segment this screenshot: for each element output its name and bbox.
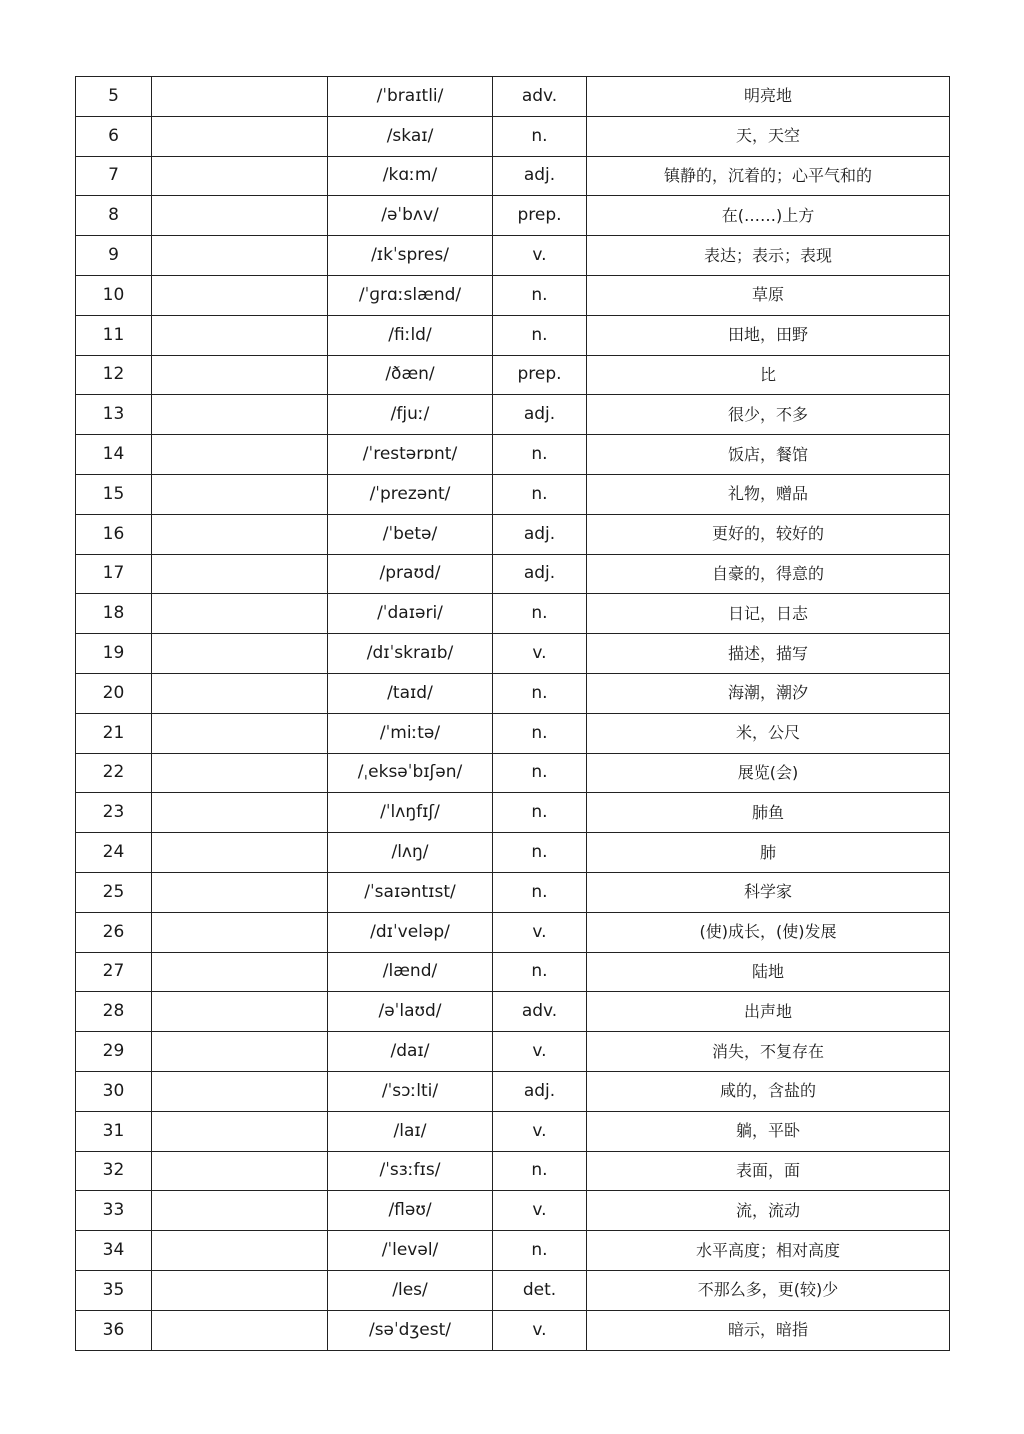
entry-number: 10: [76, 275, 152, 315]
word-blank-cell: [152, 1270, 328, 1310]
phonetic-transcription: /ˈrestərɒnt/: [328, 435, 493, 475]
chinese-meaning: 明亮地: [587, 77, 950, 117]
entry-number: 26: [76, 912, 152, 952]
phonetic-transcription: /əˈlaʊd/: [328, 992, 493, 1032]
chinese-meaning: 描述，描写: [587, 634, 950, 674]
chinese-meaning: 暗示，暗指: [587, 1310, 950, 1350]
part-of-speech: n.: [493, 474, 587, 514]
entry-number: 24: [76, 833, 152, 873]
word-blank-cell: [152, 912, 328, 952]
phonetic-transcription: /ˌeksəˈbɪʃən/: [328, 753, 493, 793]
part-of-speech: v.: [493, 1032, 587, 1072]
chinese-meaning: 田地，田野: [587, 315, 950, 355]
chinese-meaning: 咸的，含盐的: [587, 1071, 950, 1111]
entry-number: 23: [76, 793, 152, 833]
table-row: [76, 673, 950, 713]
entry-number: 9: [76, 236, 152, 276]
part-of-speech: v.: [493, 1111, 587, 1151]
part-of-speech: n.: [493, 315, 587, 355]
word-blank-cell: [152, 1191, 328, 1231]
word-blank-cell: [152, 554, 328, 594]
entry-number: 27: [76, 952, 152, 992]
table-row: [76, 196, 950, 236]
chinese-meaning: 礼物，赠品: [587, 474, 950, 514]
part-of-speech: n.: [493, 1151, 587, 1191]
entry-number: 16: [76, 514, 152, 554]
chinese-meaning: 自豪的，得意的: [587, 554, 950, 594]
phonetic-transcription: /ˈbraɪtli/: [328, 77, 493, 117]
table-row: [76, 315, 950, 355]
entry-number: 11: [76, 315, 152, 355]
part-of-speech: n.: [493, 952, 587, 992]
entry-number: 13: [76, 395, 152, 435]
word-blank-cell: [152, 992, 328, 1032]
word-blank-cell: [152, 196, 328, 236]
phonetic-transcription: /ɪkˈspres/: [328, 236, 493, 276]
table-row: [76, 594, 950, 634]
word-blank-cell: [152, 952, 328, 992]
phonetic-transcription: /ˈsaɪəntɪst/: [328, 872, 493, 912]
word-blank-cell: [152, 713, 328, 753]
phonetic-transcription: /skaɪ/: [328, 116, 493, 156]
phonetic-transcription: /fjuː/: [328, 395, 493, 435]
part-of-speech: v.: [493, 236, 587, 276]
word-blank-cell: [152, 435, 328, 475]
phonetic-transcription: /ˈsɜːfɪs/: [328, 1151, 493, 1191]
word-blank-cell: [152, 1310, 328, 1350]
vocabulary-table: [75, 76, 950, 1351]
phonetic-transcription: /ˈmiːtə/: [328, 713, 493, 753]
word-blank-cell: [152, 872, 328, 912]
phonetic-transcription: /ˈbetə/: [328, 514, 493, 554]
word-blank-cell: [152, 1111, 328, 1151]
word-blank-cell: [152, 753, 328, 793]
table-row: [76, 236, 950, 276]
table-row: [76, 793, 950, 833]
part-of-speech: n.: [493, 116, 587, 156]
part-of-speech: prep.: [493, 196, 587, 236]
entry-number: 20: [76, 673, 152, 713]
entry-number: 31: [76, 1111, 152, 1151]
word-blank-cell: [152, 833, 328, 873]
entry-number: 17: [76, 554, 152, 594]
table-row: [76, 1151, 950, 1191]
chinese-meaning: (使)成长，(使)发展: [587, 912, 950, 952]
vocabulary-sheet: [75, 76, 949, 1351]
part-of-speech: n.: [493, 594, 587, 634]
table-row: [76, 952, 950, 992]
entry-number: 22: [76, 753, 152, 793]
table-row: [76, 872, 950, 912]
chinese-meaning: 陆地: [587, 952, 950, 992]
part-of-speech: n.: [493, 793, 587, 833]
entry-number: 8: [76, 196, 152, 236]
chinese-meaning: 草原: [587, 275, 950, 315]
table-row: [76, 1310, 950, 1350]
chinese-meaning: 躺，平卧: [587, 1111, 950, 1151]
phonetic-transcription: /daɪ/: [328, 1032, 493, 1072]
table-row: [76, 992, 950, 1032]
phonetic-transcription: /əˈbʌv/: [328, 196, 493, 236]
chinese-meaning: 肺鱼: [587, 793, 950, 833]
word-blank-cell: [152, 355, 328, 395]
part-of-speech: n.: [493, 1231, 587, 1271]
part-of-speech: adj.: [493, 554, 587, 594]
table-row: [76, 1270, 950, 1310]
word-blank-cell: [152, 77, 328, 117]
word-blank-cell: [152, 1151, 328, 1191]
entry-number: 21: [76, 713, 152, 753]
part-of-speech: n.: [493, 673, 587, 713]
entry-number: 28: [76, 992, 152, 1032]
entry-number: 19: [76, 634, 152, 674]
table-row: [76, 116, 950, 156]
chinese-meaning: 表面，面: [587, 1151, 950, 1191]
part-of-speech: v.: [493, 1310, 587, 1350]
part-of-speech: adj.: [493, 395, 587, 435]
part-of-speech: n.: [493, 753, 587, 793]
word-blank-cell: [152, 673, 328, 713]
chinese-meaning: 展览(会): [587, 753, 950, 793]
chinese-meaning: 出声地: [587, 992, 950, 1032]
phonetic-transcription: /les/: [328, 1270, 493, 1310]
word-blank-cell: [152, 275, 328, 315]
part-of-speech: adj.: [493, 156, 587, 196]
phonetic-transcription: /ˈsɔːlti/: [328, 1071, 493, 1111]
table-row: [76, 474, 950, 514]
word-blank-cell: [152, 1231, 328, 1271]
table-row: [76, 912, 950, 952]
word-blank-cell: [152, 156, 328, 196]
entry-number: 5: [76, 77, 152, 117]
entry-number: 6: [76, 116, 152, 156]
part-of-speech: n.: [493, 435, 587, 475]
word-blank-cell: [152, 1071, 328, 1111]
entry-number: 29: [76, 1032, 152, 1072]
entry-number: 30: [76, 1071, 152, 1111]
entry-number: 34: [76, 1231, 152, 1271]
table-row: [76, 1071, 950, 1111]
word-blank-cell: [152, 514, 328, 554]
table-row: [76, 1191, 950, 1231]
phonetic-transcription: /ˈlevəl/: [328, 1231, 493, 1271]
word-blank-cell: [152, 395, 328, 435]
part-of-speech: adj.: [493, 1071, 587, 1111]
part-of-speech: adv.: [493, 77, 587, 117]
table-row: [76, 833, 950, 873]
table-row: [76, 753, 950, 793]
table-row: [76, 634, 950, 674]
table-row: [76, 156, 950, 196]
chinese-meaning: 肺: [587, 833, 950, 873]
chinese-meaning: 米，公尺: [587, 713, 950, 753]
table-row: [76, 1032, 950, 1072]
phonetic-transcription: /laɪ/: [328, 1111, 493, 1151]
part-of-speech: prep.: [493, 355, 587, 395]
word-blank-cell: [152, 594, 328, 634]
entry-number: 36: [76, 1310, 152, 1350]
phonetic-transcription: /fiːld/: [328, 315, 493, 355]
entry-number: 35: [76, 1270, 152, 1310]
chinese-meaning: 更好的，较好的: [587, 514, 950, 554]
word-blank-cell: [152, 315, 328, 355]
word-blank-cell: [152, 236, 328, 276]
chinese-meaning: 消失，不复存在: [587, 1032, 950, 1072]
chinese-meaning: 海潮，潮汐: [587, 673, 950, 713]
phonetic-transcription: /ˈlʌŋfɪʃ/: [328, 793, 493, 833]
chinese-meaning: 很少，不多: [587, 395, 950, 435]
phonetic-transcription: /kɑːm/: [328, 156, 493, 196]
table-row: [76, 554, 950, 594]
chinese-meaning: 流，流动: [587, 1191, 950, 1231]
entry-number: 32: [76, 1151, 152, 1191]
table-row: [76, 713, 950, 753]
phonetic-transcription: /praʊd/: [328, 554, 493, 594]
entry-number: 7: [76, 156, 152, 196]
part-of-speech: v.: [493, 1191, 587, 1231]
chinese-meaning: 在(……)上方: [587, 196, 950, 236]
word-blank-cell: [152, 1032, 328, 1072]
part-of-speech: n.: [493, 275, 587, 315]
phonetic-transcription: /lʌŋ/: [328, 833, 493, 873]
chinese-meaning: 饭店，餐馆: [587, 435, 950, 475]
table-row: [76, 275, 950, 315]
word-blank-cell: [152, 116, 328, 156]
entry-number: 25: [76, 872, 152, 912]
part-of-speech: v.: [493, 912, 587, 952]
word-blank-cell: [152, 474, 328, 514]
chinese-meaning: 不那么多，更(较)少: [587, 1270, 950, 1310]
word-blank-cell: [152, 634, 328, 674]
entry-number: 33: [76, 1191, 152, 1231]
table-row: [76, 435, 950, 475]
phonetic-transcription: /ðæn/: [328, 355, 493, 395]
chinese-meaning: 表达；表示；表现: [587, 236, 950, 276]
table-row: [76, 355, 950, 395]
table-row: [76, 77, 950, 117]
phonetic-transcription: /lænd/: [328, 952, 493, 992]
part-of-speech: adv.: [493, 992, 587, 1032]
word-blank-cell: [152, 793, 328, 833]
chinese-meaning: 天，天空: [587, 116, 950, 156]
part-of-speech: n.: [493, 713, 587, 753]
part-of-speech: det.: [493, 1270, 587, 1310]
table-row: [76, 514, 950, 554]
chinese-meaning: 比: [587, 355, 950, 395]
table-row: [76, 395, 950, 435]
chinese-meaning: 日记，日志: [587, 594, 950, 634]
phonetic-transcription: /ˈɡrɑːslænd/: [328, 275, 493, 315]
phonetic-transcription: /ˈprezənt/: [328, 474, 493, 514]
phonetic-transcription: /ˈdaɪəri/: [328, 594, 493, 634]
chinese-meaning: 水平高度；相对高度: [587, 1231, 950, 1271]
phonetic-transcription: /dɪˈskraɪb/: [328, 634, 493, 674]
part-of-speech: n.: [493, 872, 587, 912]
entry-number: 14: [76, 435, 152, 475]
phonetic-transcription: /səˈdʒest/: [328, 1310, 493, 1350]
part-of-speech: n.: [493, 833, 587, 873]
phonetic-transcription: /fləʊ/: [328, 1191, 493, 1231]
entry-number: 15: [76, 474, 152, 514]
entry-number: 12: [76, 355, 152, 395]
phonetic-transcription: /taɪd/: [328, 673, 493, 713]
part-of-speech: v.: [493, 634, 587, 674]
entry-number: 18: [76, 594, 152, 634]
vocabulary-table-body: [76, 77, 950, 1351]
chinese-meaning: 科学家: [587, 872, 950, 912]
table-row: [76, 1111, 950, 1151]
phonetic-transcription: /dɪˈveləp/: [328, 912, 493, 952]
chinese-meaning: 镇静的，沉着的；心平气和的: [587, 156, 950, 196]
table-row: [76, 1231, 950, 1271]
part-of-speech: adj.: [493, 514, 587, 554]
